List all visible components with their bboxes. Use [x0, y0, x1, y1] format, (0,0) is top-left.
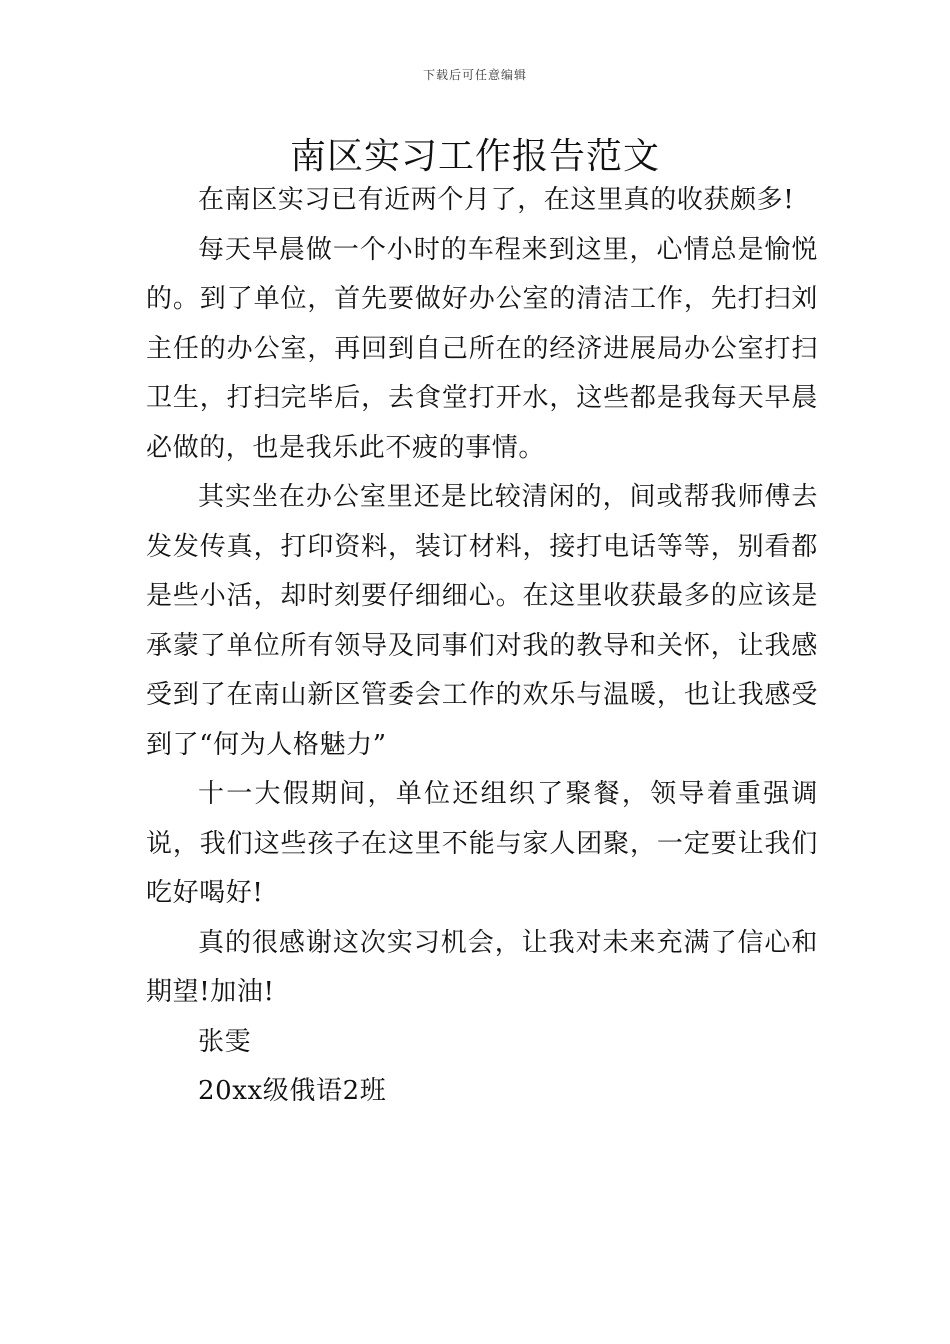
document-body: [146, 176, 818, 1117]
signature-name: 张雯: [198, 1026, 252, 1057]
header-note: 下载后可任意编辑: [422, 68, 527, 82]
paragraph-morning-routine: 每天早晨做一个小时的车程来到这里，心情总是愉悦的。到了单位，首先要做好办公室的清洁工作，先打扫刘主任的办公室，再回到自己所在的经济进展局办公室打扫卫生，打扫完毕后，去食堂打开水，这些都是我每天早晨必做的，也是我乐此不疲的事情。: [146, 234, 818, 463]
paragraph-intro: 在南区实习已有近两个月了，在这里真的收获颇多!: [198, 185, 795, 215]
document-title: 南区实习工作报告范文: [289, 136, 660, 177]
paragraph-thanks: 真的很感谢这次实习机会，让我对未来充满了信心和期望!加油!: [146, 927, 818, 1007]
paragraph-office-work: 其实坐在办公室里还是比较清闲的，间或帮我师傅去发发传真，打印资料，装订材料，接打电话等等，别看都是些小活，却时刻要仔细细心。在这里收获最多的应该是承蒙了单位所有领导及同事们对我的教导和关怀，让我感受到了在南山新区管委会工作的欢乐与温暖，也让我感受到了“何为人格魅力”: [146, 482, 818, 760]
paragraph-holiday-dinner: 十一大假期间，单位还组织了聚餐，领导着重强调说，我们这些孩子在这里不能与家人团聚，一定要让我们吃好喝好!: [146, 779, 818, 908]
signature-class: 20xx级俄语2班: [198, 1076, 387, 1106]
